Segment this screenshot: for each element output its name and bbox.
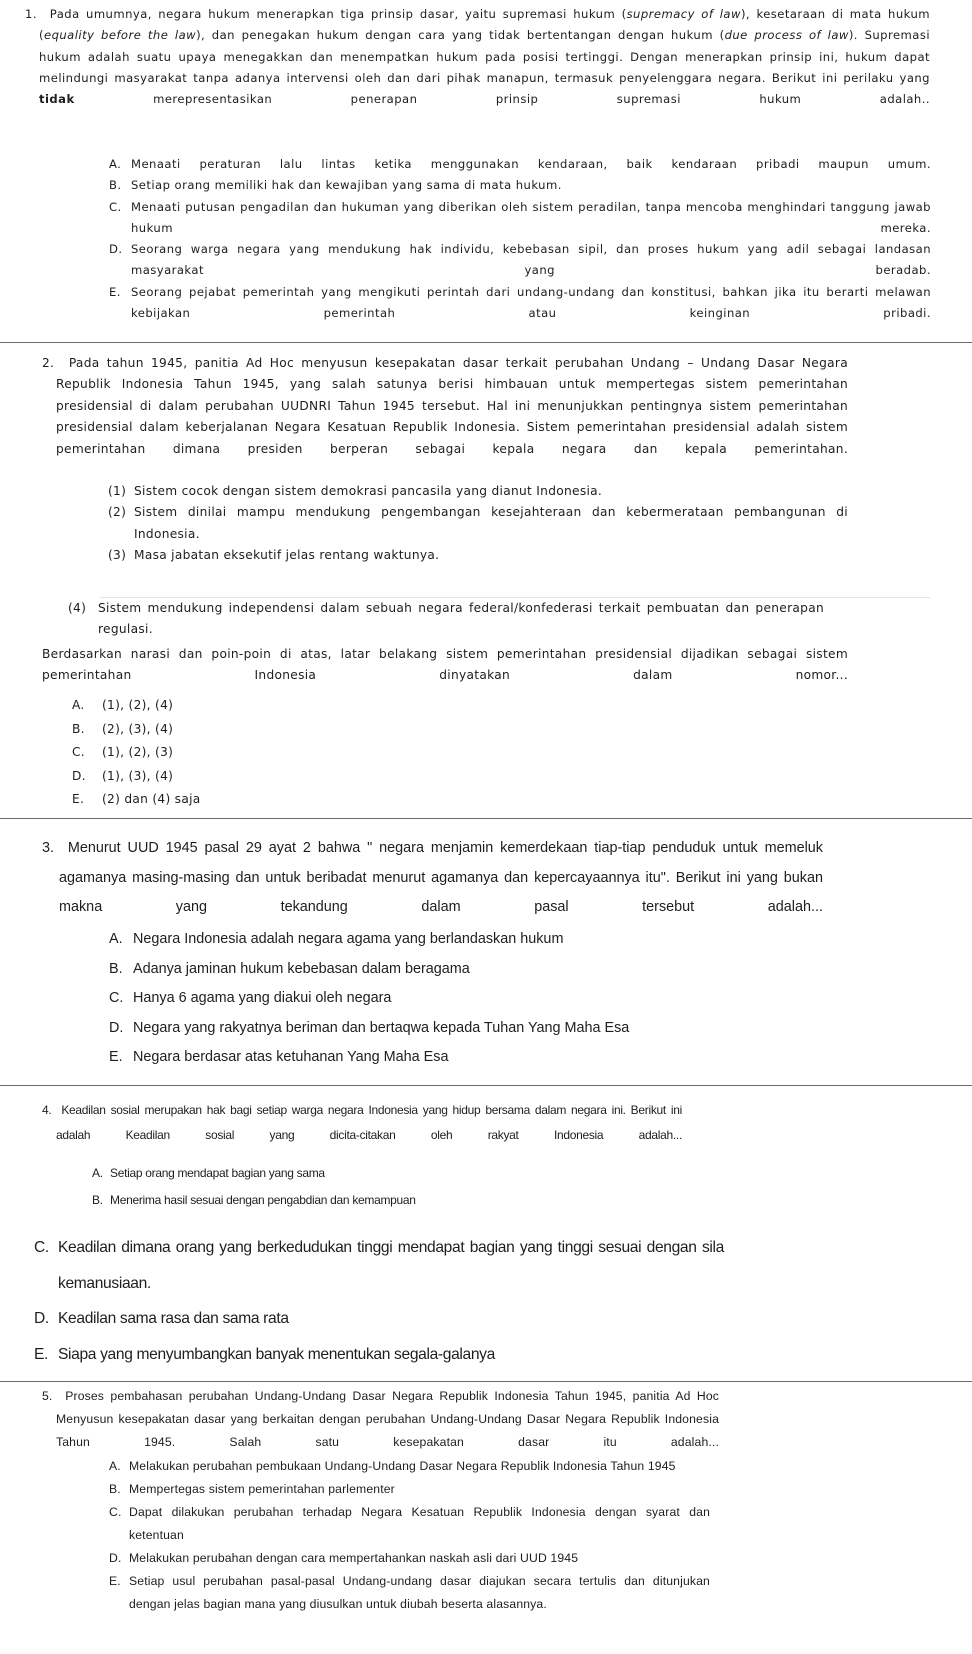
question-4-options-small (92, 1160, 692, 1214)
option-letter: B. (109, 178, 122, 193)
option-letter: E. (109, 1574, 121, 1588)
question-2-prompt (42, 644, 848, 687)
question-3-stem (42, 834, 823, 923)
statement-number: (2) (108, 505, 127, 520)
option-text: Seorang pejabat pemerintah yang mengikuti perintah dari undang-undang dan konstitusi, bahkan jika itu berarti melawan kebijakan pemerintah atau keinginan pribadi. (131, 284, 931, 321)
option-text: Keadilan dimana orang yang berkedudukan tinggi mendapat bagian yang tinggi sesuai dengan sila kemanusiaan. (58, 1239, 724, 1292)
question-3-options (109, 925, 809, 1073)
option-letter: E. (34, 1345, 49, 1363)
stem-text: Pada tahun 1945, panitia Ad Hoc menyusun kesepakatan dasar terkait perubahan Undang – Undang Dasar Negara Republik Indonesia Tahun 1945, yang salah satunya berisi himbauan untuk mempertegas sistem pemerintahan presidensial di dalam perubahan UUDNRI Tahun 1945 tersebut. Hal ini menunjukkan pentingnya sistem pemerintahan presidensial dalam keberjalanan Negara Kesatuan Republik Indonesia. Sistem pemerintahan presidensial adalah sistem pemerintahan dimana presiden berperan sebagai kepala negara dan kepala pemerintahan. (56, 356, 848, 456)
option-letter: E. (109, 1049, 123, 1065)
option-text: Setiap usul perubahan pasal-pasal Undang-undang dasar diajukan secara tertulis dan ditunjukan dengan jelas bagian mana yang diusulkan untuk diubah beserta alasannya. (129, 1574, 710, 1611)
stem-italic: supremacy of law (626, 7, 741, 21)
option-c[interactable] (34, 1230, 724, 1301)
option-text: (1), (3), (4) (102, 768, 174, 783)
option-text: Negara Indonesia adalah negara agama yang berlandaskan hukum (133, 931, 564, 947)
option-d[interactable] (109, 239, 931, 282)
option-text: Setiap orang mendapat bagian yang sama (110, 1166, 325, 1180)
option-d[interactable] (109, 1014, 809, 1044)
option-text: Menaati putusan pengadilan dan hukuman yang diberikan oleh sistem peradilan, tanpa mencoba menghindari tanggung jawab hukum mereka. (131, 199, 931, 235)
option-text: Keadilan sama rasa dan sama rata (58, 1310, 289, 1327)
option-text: (2) dan (4) saja (102, 792, 201, 806)
option-letter: D. (109, 1551, 122, 1565)
stem-italic: due process of law (724, 28, 849, 43)
statement-4 (68, 598, 824, 641)
option-letter: A. (109, 1459, 121, 1473)
question-4-options-large (34, 1230, 724, 1371)
option-text: (2), (3), (4) (102, 721, 174, 736)
option-letter: A. (109, 157, 122, 171)
option-text: (1), (2), (4) (102, 698, 174, 712)
option-letter: A. (92, 1166, 103, 1180)
statement-number: (3) (108, 548, 127, 563)
option-letter: C. (109, 1505, 122, 1519)
option-a[interactable] (109, 925, 809, 955)
stem-text: Keadilan sosial merupakan hak bagi setiap warga negara Indonesia yang hidup bersama dalam negara ini. Berikut ini adalah Keadilan sosial yang dicita-citakan oleh rakyat Indonesia adalah... (56, 1103, 682, 1142)
option-e[interactable] (34, 1337, 724, 1372)
option-text: (1), (2), (3) (102, 745, 174, 759)
question-5 (0, 1385, 972, 1654)
statement-number: (4) (68, 601, 87, 615)
option-c[interactable] (72, 741, 472, 765)
option-c[interactable] (109, 984, 809, 1014)
statement-text: Sistem mendukung independensi dalam sebuah negara federal/konfederasi terkait pembuatan dan penerapan regulasi. (98, 601, 824, 637)
question-1-options (109, 154, 931, 324)
option-letter: A. (72, 698, 85, 712)
option-letter: B. (109, 1482, 121, 1496)
option-text: Negara yang rakyatnya beriman dan bertaqwa kepada Tuhan Yang Maha Esa (133, 1019, 630, 1036)
question-number: 4. (42, 1103, 52, 1117)
option-text: Menerima hasil sesuai dengan pengabdian dan kemampuan (110, 1193, 416, 1207)
option-letter: B. (72, 721, 85, 736)
question-1-stem (25, 4, 930, 110)
stem-bold: tidak (39, 92, 75, 107)
section-divider (0, 342, 972, 343)
statement-1 (108, 481, 848, 502)
stem-text: Menurut UUD 1945 pasal 29 ayat 2 bahwa " negara menjamin kemerdekaan tiap-tiap penduduk untuk memeluk agamanya masing-masing dan untuk beribadat menurut agamanya dan kepercayaannya itu". Berikut ini yang bukan makna yang tekandung dalam pasal tersebut adalah... (59, 840, 823, 915)
stem-text: Proses pembahasan perubahan Undang-Undang Dasar Negara Republik Indonesia Tahun 1945, panitia Ad Hoc Menyusun kesepakatan dasar yang berkaitan dengan perubahan Undang-Undang Dasar Negara Republik Indonesia Tahun 1945. Salah satu kesepakatan dasar itu adalah... (56, 1389, 719, 1449)
option-letter: C. (72, 745, 85, 759)
option-d[interactable] (109, 1547, 710, 1570)
option-a[interactable] (92, 1160, 692, 1187)
option-letter: E. (72, 792, 85, 806)
option-c[interactable] (109, 1501, 710, 1547)
statement-2 (108, 502, 848, 545)
option-letter: D. (72, 768, 86, 783)
option-letter: A. (109, 931, 123, 947)
option-letter: B. (92, 1193, 103, 1207)
section-divider (0, 1381, 972, 1382)
option-letter: D. (109, 242, 123, 257)
option-e[interactable] (72, 788, 472, 808)
option-c[interactable] (109, 197, 931, 240)
question-number: 1. (25, 7, 37, 21)
question-1 (0, 4, 972, 340)
option-d[interactable] (72, 765, 472, 789)
option-text: Adanya jaminan hukum kebebasan dalam beragama (133, 960, 470, 977)
option-a[interactable] (109, 154, 931, 175)
statement-number: (1) (108, 484, 127, 498)
question-number: 5. (42, 1389, 53, 1403)
question-4 (0, 1098, 972, 1371)
option-letter: C. (109, 199, 122, 214)
option-e[interactable] (109, 1043, 809, 1073)
question-5-stem (42, 1385, 719, 1454)
option-text: Mempertegas sistem pemerintahan parlementer (129, 1482, 395, 1496)
option-letter: C. (34, 1239, 49, 1256)
statement-text: Sistem dinilai mampu mendukung pengembangan kesejahteraan dan kebermerataan pembangunan di Indonesia. (134, 505, 848, 541)
stem-segment: ), dan penegakan hukum dengan cara yang tidak bertentangan dengan hukum ( (196, 28, 725, 43)
statement-text: Masa jabatan eksekutif jelas rentang waktunya. (134, 548, 440, 563)
option-letter: E. (109, 284, 121, 299)
option-a[interactable] (72, 694, 472, 718)
option-letter: B. (109, 960, 123, 977)
option-text: Menaati peraturan lalu lintas ketika menggunakan kendaraan, baik kendaraan pribadi maupun umum. (131, 157, 931, 171)
option-d[interactable] (34, 1301, 724, 1337)
section-divider (0, 1085, 972, 1086)
option-e[interactable] (109, 1570, 710, 1616)
option-letter: C. (109, 990, 124, 1006)
option-text: Hanya 6 agama yang diakui oleh negara (133, 990, 392, 1006)
option-letter: D. (109, 1019, 124, 1036)
stem-segment: ). Supremasi hukum adalah suatu upaya menegakkan dan menempatkan hukum pada posisi tertinggi. Dengan menerapkan prinsip ini, hukum dapat melindungi masyarakat tanpa adanya intervensi oleh dan dari pihak manapun, termasuk penyelenggara negara. Berikut ini perilaku yang (39, 28, 930, 85)
option-text: Negara berdasar atas ketuhanan Yang Maha Esa (133, 1049, 449, 1065)
question-2-options (72, 694, 472, 808)
option-b[interactable] (72, 718, 472, 742)
option-b[interactable] (109, 955, 809, 985)
question-3 (0, 834, 972, 1079)
statement-text: Sistem cocok dengan sistem demokrasi pancasila yang dianut Indonesia. (134, 484, 603, 498)
option-text: Seorang warga negara yang mendukung hak individu, kebebasan sipil, dan proses hukum yang adil sebagai landasan masyarakat yang beradab. (131, 242, 931, 278)
option-e[interactable] (109, 282, 931, 325)
option-text: Melakukan perubahan pembukaan Undang-Undang Dasar Negara Republik Indonesia Tahun 1945 (129, 1459, 676, 1473)
stem-italic: equality before the law (43, 28, 197, 43)
question-4-stem (42, 1098, 682, 1148)
option-text: Dapat dilakukan perubahan terhadap Negara Kesatuan Republik Indonesia dengan syarat dan ketentuan (129, 1505, 710, 1542)
stem-segment: Pada umumnya, negara hukum menerapkan tiga prinsip dasar, yaitu supremasi hukum ( (49, 7, 627, 21)
option-text: Melakukan perubahan dengan cara mempertahankan naskah asli dari UUD 1945 (129, 1551, 579, 1565)
question-2-stem (42, 353, 848, 460)
question-number: 3. (42, 840, 55, 856)
prompt-text: Berdasarkan narasi dan poin-poin di atas, latar belakang sistem pemerintahan presidensial dijadikan sebagai sistem pemerintahan Indonesia dinyatakan dalam nomor... (42, 647, 848, 683)
stem-segment: ), kesetaraan di mata hukum ( (39, 7, 930, 43)
option-a[interactable] (109, 1455, 710, 1478)
option-b[interactable] (92, 1187, 692, 1214)
question-5-options (109, 1455, 710, 1616)
section-divider (0, 818, 972, 819)
option-letter: D. (34, 1310, 49, 1327)
statement-3 (108, 545, 848, 566)
option-b[interactable] (109, 175, 931, 196)
question-number: 2. (42, 356, 55, 370)
option-text: Setiap orang memiliki hak dan kewajiban yang sama di mata hukum. (131, 178, 562, 193)
statement-list (108, 481, 848, 567)
question-2 (0, 353, 972, 808)
stem-segment: merepresentasikan penerapan prinsip supremasi hukum adalah.. (74, 92, 930, 107)
option-b[interactable] (109, 1478, 710, 1501)
option-text: Siapa yang menyumbangkan banyak menentukan segala-galanya (58, 1345, 495, 1363)
